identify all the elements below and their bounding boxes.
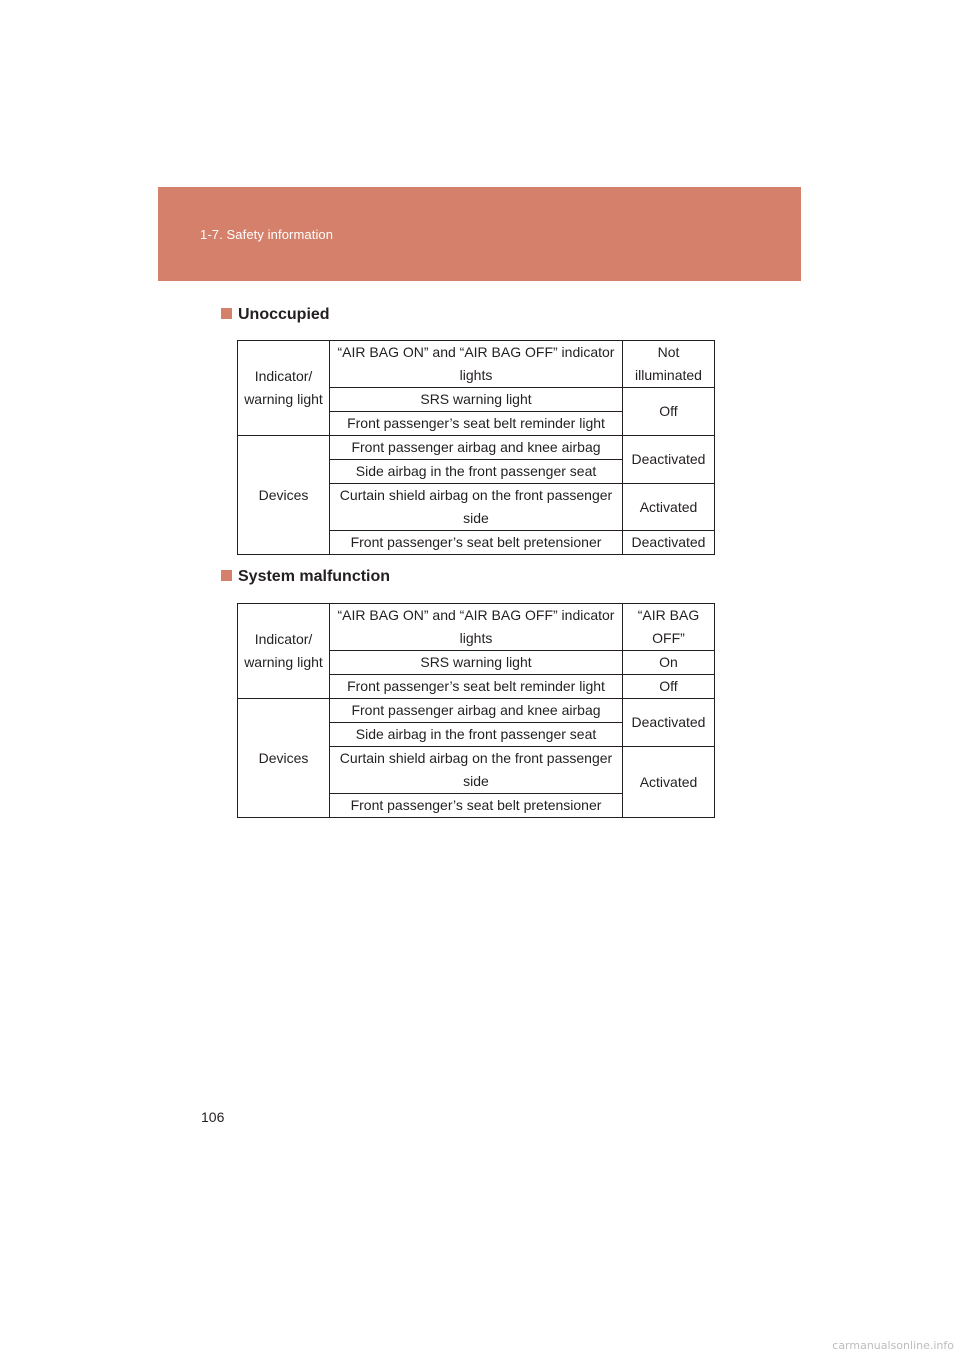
indicator-label-cell: Indicator/ warning light [238, 604, 330, 699]
reminder-light-cell: Front passenger’s seat belt reminder light [330, 412, 623, 436]
pretensioner-state-cell: Deactivated [623, 531, 715, 555]
page-number: 106 [201, 1109, 225, 1125]
curtain-pretensioner-state-cell: Activated [623, 747, 715, 818]
front-airbag-cell: Front passenger airbag and knee airbag [330, 699, 623, 723]
side-airbag-cell: Side airbag in the front passenger seat [330, 460, 623, 484]
front-side-state-cell: Deactivated [623, 699, 715, 747]
pretensioner-cell: Front passenger’s seat belt pretensioner [330, 531, 623, 555]
airbag-lights-cell: “AIR BAG ON” and “AIR BAG OFF” indicator lights [330, 341, 623, 388]
system-malfunction-table [237, 603, 715, 818]
pretensioner-cell: Front passenger’s seat belt pretensioner [330, 794, 623, 818]
footer-watermark: carmanualsonline.info [832, 1339, 954, 1352]
table-row [238, 699, 715, 723]
unoccupied-table [237, 340, 715, 555]
curtain-airbag-cell: Curtain shield airbag on the front passenger side [330, 484, 623, 531]
indicator-label-cell: Indicator/ warning light [238, 341, 330, 436]
airbag-lights-state-cell: Not illuminated [623, 341, 715, 388]
curtain-airbag-cell: Curtain shield airbag on the front passenger side [330, 747, 623, 794]
srs-reminder-state-cell: Off [623, 388, 715, 436]
reminder-light-cell: Front passenger’s seat belt reminder light [330, 675, 623, 699]
reminder-state-cell: Off [623, 675, 715, 699]
srs-light-cell: SRS warning light [330, 388, 623, 412]
section-breadcrumb: 1-7. Safety information [200, 227, 334, 242]
table-row [238, 436, 715, 460]
devices-label-cell: Devices [238, 699, 330, 818]
side-airbag-cell: Side airbag in the front passenger seat [330, 723, 623, 747]
front-side-state-cell: Deactivated [623, 436, 715, 484]
srs-state-cell: On [623, 651, 715, 675]
section-heading-unoccupied [221, 306, 330, 324]
section-title: System malfunction [238, 568, 391, 585]
table-row [238, 604, 715, 651]
devices-label-cell: Devices [238, 436, 330, 555]
section-title: Unoccupied [238, 306, 330, 323]
table-row [238, 341, 715, 388]
section-heading-system-malfunction [221, 568, 390, 586]
front-airbag-cell: Front passenger airbag and knee airbag [330, 436, 623, 460]
airbag-lights-cell: “AIR BAG ON” and “AIR BAG OFF” indicator lights [330, 604, 623, 651]
srs-light-cell: SRS warning light [330, 651, 623, 675]
section-header-band [158, 187, 801, 281]
square-bullet-icon [221, 570, 232, 581]
curtain-state-cell: Activated [623, 484, 715, 531]
square-bullet-icon [221, 308, 232, 319]
airbag-lights-state-cell: “AIR BAG OFF” [623, 604, 715, 651]
